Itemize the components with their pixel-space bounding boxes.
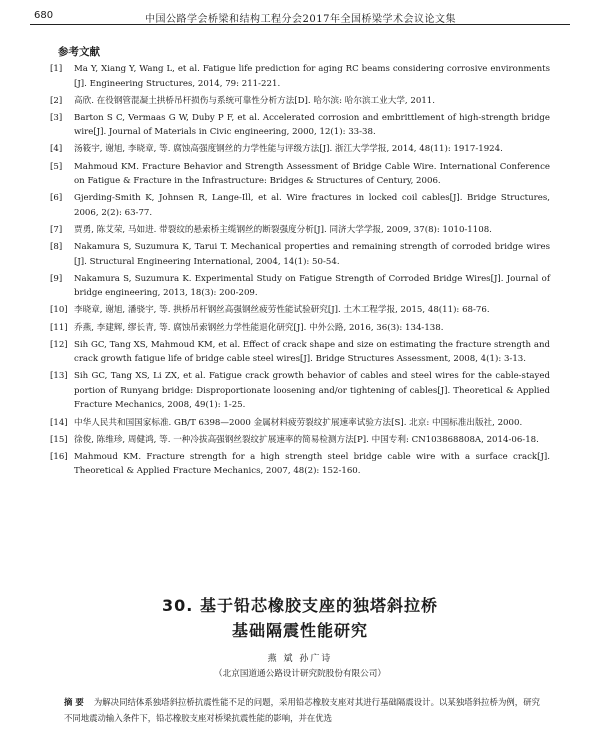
reference-text: Ma Y, Xiang Y, Wang L, et al. Fatigue life prediction for aging RC beams considering corrosive environments [J]. Engineering Structures, 2014, 79: 211-221. <box>74 64 550 89</box>
reference-item <box>50 111 550 140</box>
reference-number: [2] <box>50 95 63 106</box>
reference-number: [15] <box>50 434 68 445</box>
abstract-label: 摘 要 <box>64 697 84 707</box>
reference-item <box>50 433 550 448</box>
abstract <box>64 694 540 726</box>
reference-item <box>50 142 550 157</box>
reference-text: 李晓章, 谢旭, 潘骁宇, 等. 拱桥吊杆钢丝高强钢丝疲劳性能试验研究[J]. 土木工程学报, 2015, 48(11): 68-76. <box>74 305 490 316</box>
reference-number: [3] <box>50 112 63 123</box>
reference-item <box>50 450 550 479</box>
paper-affiliation: （北京国道通公路设计研究院股份有限公司） <box>214 669 386 679</box>
running-title: 中国公路学会桥梁和结构工程分会2017年全国桥梁学术会议论文集 <box>145 14 456 25</box>
reference-item <box>50 223 550 238</box>
paper-title <box>0 593 600 643</box>
reference-number: [16] <box>50 451 68 462</box>
paper-authors: 燕 斌 孙广诗 <box>267 654 333 664</box>
reference-text: Mahmoud KM. Fracture strength for a high strength steel bridge cable wire with a surface crack[J]. Theoretical & Applied Fracture Mechanics, 2007, 48(2): 152-160. <box>74 451 550 477</box>
page-header <box>30 8 570 25</box>
reference-item <box>50 369 550 413</box>
reference-number: [14] <box>50 417 68 428</box>
reference-item <box>50 160 550 189</box>
abstract-text: 为解决同结体系独塔斜拉桥抗震性能不足的问题，采用铅芯橡胶支座对其进行基础隔震设计。以某独塔斜拉桥为例，研究不同地震动输入条件下，铅芯橡胶支座对桥梁抗震性能的影响，并在优选 <box>64 697 541 723</box>
reference-number: [11] <box>50 322 68 333</box>
reference-text: Barton S C, Vermaas G W, Duby P F, et al. Accelerated corrosion and embrittlement of high-strength bridge wire[J]. Journal of Materials in Civic engineering, 2000, 12(1): 33-38. <box>74 112 550 138</box>
reference-text: 汤筱宇, 谢旭, 李晓章, 等. 腐蚀高强度钢丝的力学性能与评级方法[J]. 浙江大学学报, 2014, 48(11): 1917-1924. <box>74 144 503 155</box>
reference-item <box>50 416 550 431</box>
page-number: 680 <box>34 10 54 21</box>
reference-text: Nakamura S, Suzumura K, Tarui T. Mechanical properties and remaining strength of corroded bridge wires [J]. Structural Engineering International, 2004, 14(1): 50-54. <box>74 242 550 267</box>
reference-number: [5] <box>50 161 63 172</box>
reference-number: [8] <box>50 242 63 253</box>
reference-text: 贾勇, 陈艾荣, 马如进. 带裂纹的悬索桥主缆钢丝的断裂强度分析[J]. 同济大学学报, 2009, 37(8): 1010-1108. <box>74 224 492 235</box>
paper-title-line-2: 基础隔震性能研究 <box>231 621 368 640</box>
reference-text: Mahmoud KM. Fracture Behavior and Strength Assessment of Bridge Cable Wire. International Conference on Fatigue & Fracture in the Infrastructure: Bridges & Structures of Century, 2006. <box>74 161 550 187</box>
references-heading: 参考文献 <box>58 46 100 58</box>
reference-item <box>50 240 550 269</box>
reference-text: 中华人民共和国国家标准. GB/T 6398—2000 金属材料疲劳裂纹扩展速率试验方法[S]. 北京: 中国标准出版社, 2000. <box>74 417 523 428</box>
reference-number: [1] <box>50 64 63 74</box>
reference-item <box>50 62 550 91</box>
reference-number: [7] <box>50 224 63 235</box>
reference-text: Sih GC, Tang XS, Li ZX, et al. Fatigue crack growth behavior of cables and steel wires for the cable-stayed portion of Runyang bridge: Disproportionate loosening and/or tightening of cables[J]. Theoretical & Applied Fracture Mechanics, 2008, 49(1): 1-25. <box>74 371 550 411</box>
reference-number: [4] <box>50 144 63 155</box>
reference-number: [9] <box>50 273 63 284</box>
reference-text: Gjerding-Smith K, Johnsen R, Lange-Ill, et al. Wire fractures in locked coil cables[J]. Bridge Structures, 2006, 2(2): 63-77. <box>74 193 550 218</box>
reference-text: 徐俊, 陈维珍, 周健鸿, 等. 一种冷拔高强钢丝裂纹扩展速率的简易检测方法[P]. 中国专利: CN103868808A, 2014-06-18. <box>74 434 539 445</box>
reference-item <box>50 321 550 336</box>
reference-number: [6] <box>50 193 63 204</box>
reference-item <box>50 94 550 109</box>
reference-text: 高欣. 在役钢管混凝土拱桥吊杆损伤与系统可靠性分析方法[D]. 哈尔滨: 哈尔滨工业大学, 2011. <box>74 95 435 106</box>
reference-number: [10] <box>50 305 68 316</box>
reference-item <box>50 272 550 301</box>
reference-item <box>50 338 550 367</box>
reference-list <box>50 62 550 481</box>
reference-text: 乔燕, 李建辉, 缪长青, 等. 腐蚀吊索钢丝力学性能退化研究[J]. 中外公路, 2016, 36(3): 134-138. <box>74 322 444 333</box>
reference-item <box>50 191 550 220</box>
reference-number: [13] <box>50 371 68 382</box>
reference-number: [12] <box>50 339 68 350</box>
paper-title-line-1: 30. 基于铅芯橡胶支座的独塔斜拉桥 <box>162 596 438 615</box>
reference-text: Nakamura S, Suzumura K. Experimental Study on Fatigue Strength of Corroded Bridge Wires[J]. Journal of bridge engineering, 2013, 18(3): 200-209. <box>74 273 550 299</box>
reference-text: Sih GC, Tang XS, Mahmoud KM, et al. Effect of crack shape and size on estimating the fracture strength and crack growth fatigue life of bridge cable steel wires[J]. Bridge Structures Assessment, 2008, 4(1): 3-13. <box>74 339 550 365</box>
reference-item <box>50 303 550 318</box>
